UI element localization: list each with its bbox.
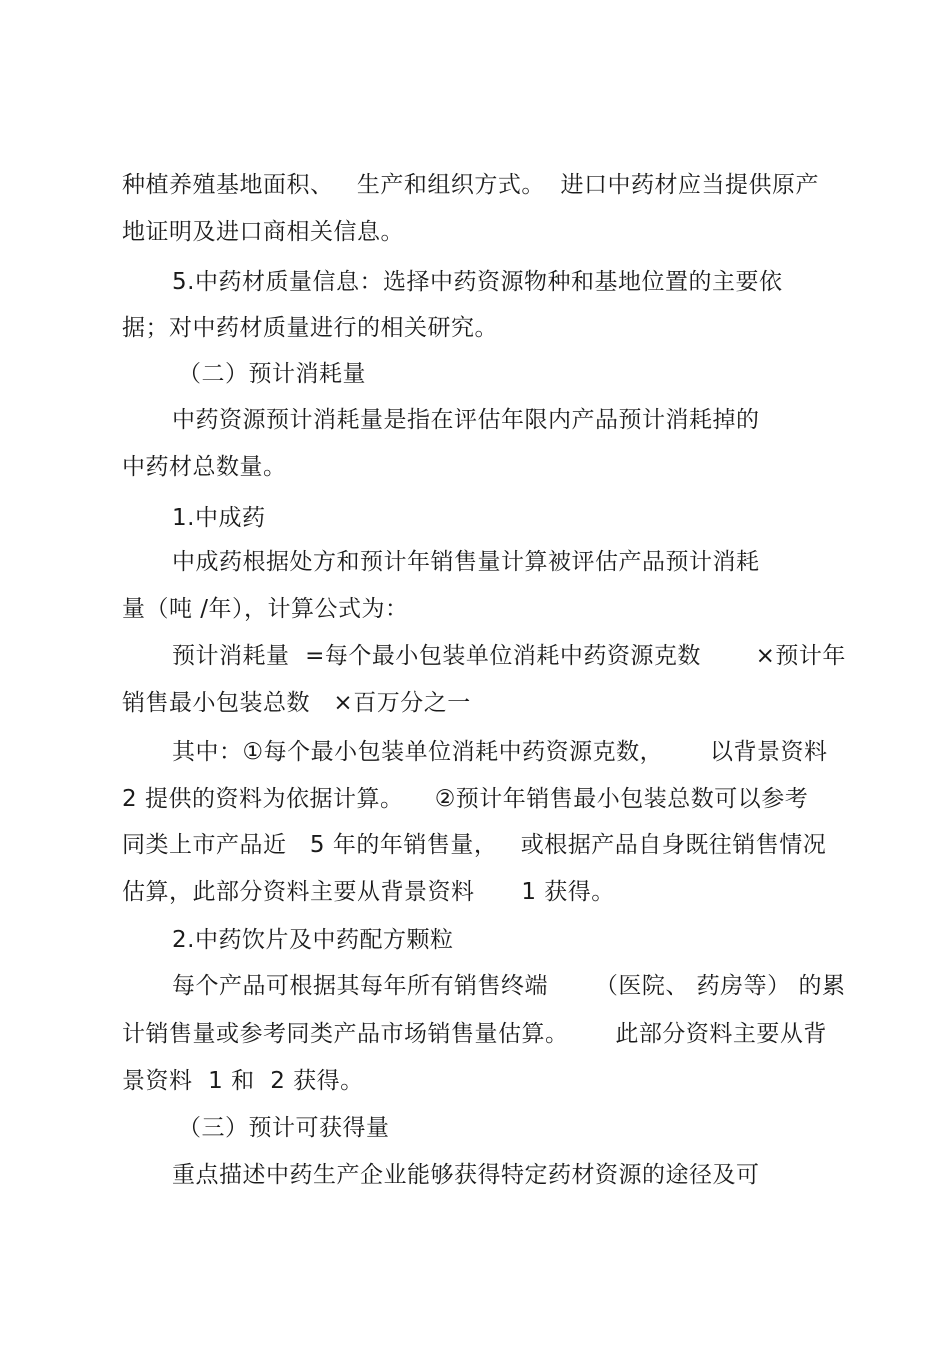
formula-line: 预计消耗量 =每个最小包装单位消耗中药资源克数 ×预计年 [172, 643, 846, 669]
formula-line: 销售最小包装总数 ×百万分之一 [122, 690, 471, 716]
text-line: 估算，此部分资料主要从背景资料 1 获得。 [122, 879, 615, 905]
text-line: 5.中药材质量信息：选择中药资源物种和基地位置的主要依 [172, 269, 783, 295]
text-line: 种植养殖基地面积、 生产和组织方式。 进口中药材应当提供原产 [122, 172, 820, 198]
text-line: 中药资源预计消耗量是指在评估年限内产品预计消耗掉的 [172, 407, 760, 433]
text-line: 重点描述中药生产企业能够获得特定药材资源的途径及可 [172, 1162, 760, 1188]
text-line: 中成药根据处方和预计年销售量计算被评估产品预计消耗 [172, 549, 760, 575]
text-line: 中药材总数量。 [122, 454, 287, 480]
text-line: 据；对中药材质量进行的相关研究。 [122, 315, 498, 341]
subsection-heading: 2.中药饮片及中药配方颗粒 [172, 927, 454, 953]
text-line: 量（吨 /年），计算公式为： [122, 596, 409, 622]
text-line: 2 提供的资料为依据计算。 ②预计年销售最小包装总数可以参考 [122, 786, 809, 812]
subsection-heading: 1.中成药 [172, 505, 266, 531]
text-line: 计销售量或参考同类产品市场销售量估算。 此部分资料主要从背 [122, 1021, 827, 1047]
text-line: 景资料 1 和 2 获得。 [122, 1068, 364, 1094]
text-line: 每个产品可根据其每年所有销售终端 （医院、 药房等） 的累 [172, 973, 846, 999]
text-line: 同类上市产品近 5 年的年销售量， 或根据产品自身既往销售情况 [122, 832, 827, 858]
section-heading: （三）预计可获得量 [178, 1115, 390, 1141]
text-line: 其中：①每个最小包装单位消耗中药资源克数， 以背景资料 [172, 739, 828, 765]
text-line: 地证明及进口商相关信息。 [122, 219, 404, 245]
section-heading: （二）预计消耗量 [178, 361, 366, 387]
